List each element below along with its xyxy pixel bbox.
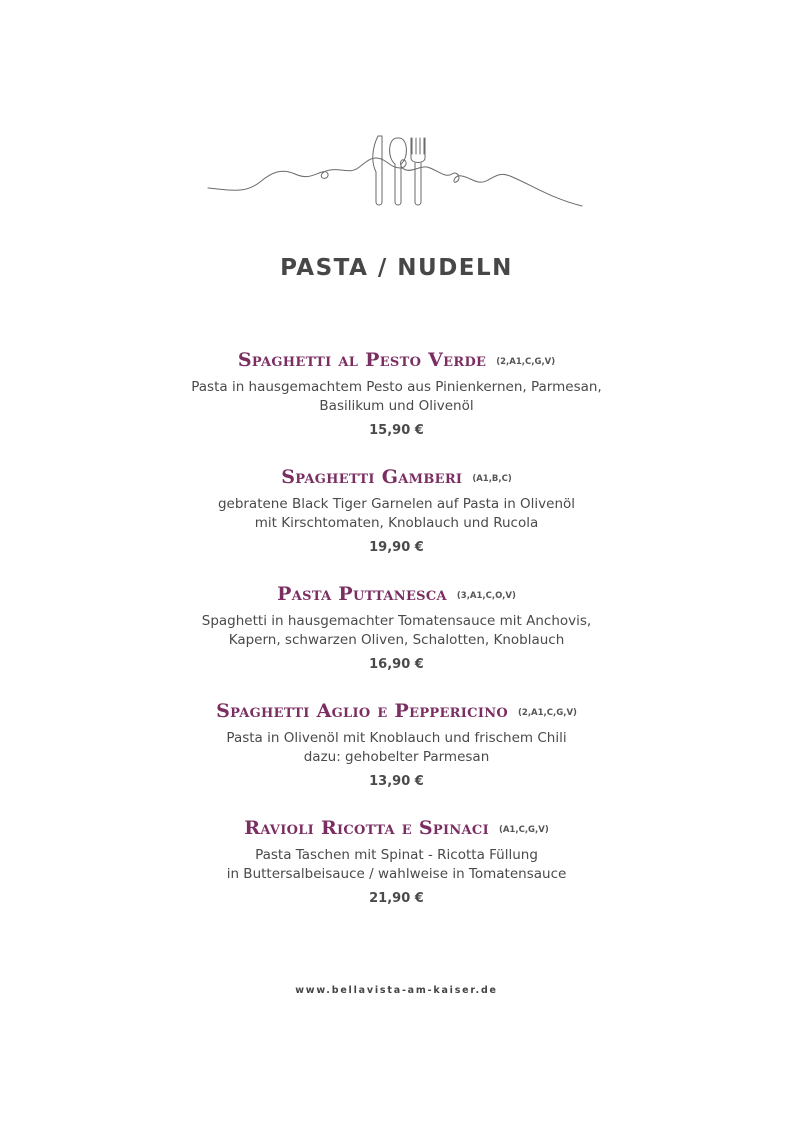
dish-description-line: in Buttersalbeisauce / wahlweise in Tomatensauce [226,866,567,882]
dish-price: 13,90 € [369,774,424,789]
dish-name: Pasta Puttanesca [277,583,447,605]
dish-name: Spaghetti Gamberi [281,466,463,488]
cutlery-line-art-icon [200,128,590,214]
dish-description [0,495,793,533]
dish-description-line: mit Kirschtomaten, Knoblauch und Rucola [254,515,539,531]
menu-item [0,345,793,462]
menu-list [0,345,793,930]
dish-description-line: dazu: gehobelter Parmesan [303,749,490,765]
dish-description [0,612,793,650]
dish-allergens: (A1,B,C) [472,474,512,484]
dish-name: Ravioli Ricotta e Spinaci [244,817,489,839]
dish-description-line: Basilikum und Olivenöl [319,398,474,414]
dish-description-line: Kapern, schwarzen Oliven, Schalotten, Knoblauch [228,632,565,648]
menu-item [0,579,793,696]
page-title: PASTA / NUDELN [280,255,513,281]
menu-item [0,696,793,813]
dish-description-line: Pasta in hausgemachtem Pesto aus Pinienkernen, Parmesan, [191,379,602,395]
menu-item [0,462,793,579]
dish-description-line: Pasta Taschen mit Spinat - Ricotta Füllung [255,847,538,863]
dish-allergens: (3,A1,C,O,V) [456,591,516,601]
dish-description [0,846,793,884]
dish-description-line: gebratene Black Tiger Garnelen auf Pasta in Olivenöl [217,496,576,512]
dish-price: 21,90 € [369,891,424,906]
dish-price: 15,90 € [369,423,424,438]
footer-website-link[interactable]: www.bellavista-am-kaiser.de [295,985,498,996]
dish-name: Spaghetti Aglio e Peppericino [216,700,509,722]
dish-name: Spaghetti al Pesto Verde [237,349,487,371]
dish-description-line: Spaghetti in hausgemachter Tomatensauce mit Anchovis, [201,613,592,629]
menu-item [0,813,793,930]
dish-description-line: Pasta in Olivenöl mit Knoblauch und frischem Chili [226,730,567,746]
dish-description [0,729,793,767]
dish-allergens: (2,A1,C,G,V) [518,708,577,718]
dish-description [0,378,793,416]
dish-allergens: (2,A1,C,G,V) [496,357,556,367]
dish-price: 19,90 € [369,540,424,555]
dish-price: 16,90 € [369,657,424,672]
dish-allergens: (A1,C,G,V) [498,825,549,835]
